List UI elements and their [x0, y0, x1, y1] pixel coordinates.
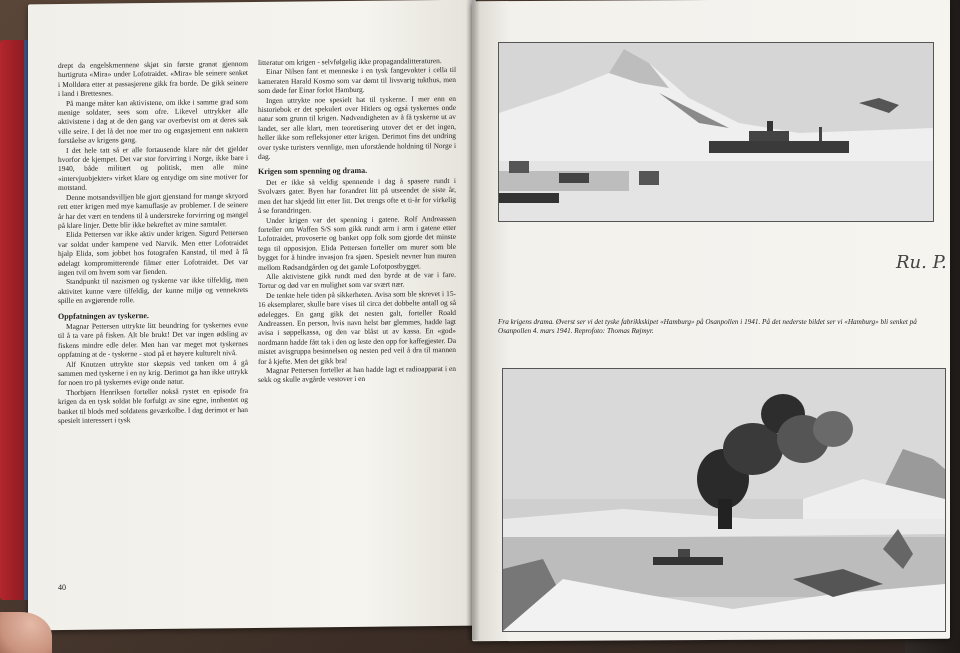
paragraph: På mange måter kan aktivistene, om ikke i samme grad som menige soldater, sees som ofre. Likevel uttrykker alle aktivistene i dag at de den gang var overbevist om at deres sak ville seire. I det lå det noe mer tro og engasjement enn naktern forståelse av krigens gang.	[58, 96, 248, 146]
paragraph: Ingen uttrykte noe spesielt hat til tyskerne. I mer enn en historiebok er det spekulert over Hitlers og ogsá tyskernes onde natur som grunn til krigen. Nødvendigheten av å få tyskerne ut av landet, ser alle klart, men teoretisering utover det er det ingen, heller ikke som refleksjoner etter krigen. Derimot fins det undring over tyske turisters vennlige, men uforstående holdning til Norge i dag.	[258, 93, 456, 162]
text-column-1	[58, 59, 248, 581]
paragraph: Alf Knutzen uttrykte stor skepsis ved tanken om å gå sammen med tyskerne i en ny krig. Derimot ga han ikke uttrykk for noen tro på tyskernes evige onde natur.	[58, 357, 248, 388]
paragraph: Einar Nilsen fant et menneske i en tysk fangevokter i cella til kameraten Harald Kosmo som var dømt til livsvarig tukthus, men som døde før Einar forlot Hamburg.	[258, 65, 456, 96]
book-gutter	[466, 0, 480, 640]
paragraph: Alle aktivistene gikk rundt med den byrde at de var i fare. Tortur og død var en mulighet som var svært nær.	[258, 269, 456, 291]
paragraph: Elida Pettersen var ikke aktiv under krigen. Sigurd Pettersen var soldat under kampene ved Narvik. Men etter Lofotraidet hjalp Elida, som jobbet hos fotografen Kanstad, til med å få ødelagt kompromitterende filmer etter Lofotraidet. Det var ingen tvil om hvem som var fienden.	[58, 228, 248, 277]
paragraph: Magnar Pettersen uttrykte litt beundring for tyskernes evne til å ta vare på fisken. Alt ble brukt! Det var ingen ødsling av fiskens mindre edle deler. Men han var meget mot tyskernes oppfatning at de - tyskerne - stod på et høyere kulturelt nivå.	[58, 319, 248, 360]
section-heading: Oppfatningen av tyskerne.	[58, 310, 149, 321]
section-heading: Krigen som spenning og drama.	[258, 166, 368, 177]
photo-caption: Fra krigens drama. Øverst ser vi det tyske fabrikkskipet «Hamburg» på Osanpollen i 1941. På det nederste bildet ser vi «Hamburg» bli senket på Osanpollen 4. mars 1941. Reprofoto: Thomas Røjmyr.	[498, 318, 917, 335]
page-number: 40	[58, 583, 66, 592]
photo-ship-sinking-drawing	[503, 369, 945, 631]
signature-mark: Ru. P.	[896, 252, 947, 273]
paragraph: drept da engelskmennene skjøt sin første granat gjennom hurtigruta «Mira» under Lofotraidet. «Mira» ble seinere senket i Molldøra etter at passasjerene gikk fra borde. De gikk seinere i land i Brettesnes.	[58, 59, 248, 99]
paragraph: I det hele tatt så er alle fortausende klare når det gjelder hvorfor de kjempet. Det var stor forvirring i Norge, ikke bare i 1940, både militært og politisk, men alle mine «intervjuobjekter» virket klare og entydige om sine motiver for motstand.	[58, 143, 248, 193]
paragraph: Magnar Pettersen forteller at han hadde lagt et radioapparat i en sekk og skulle avgårde vestover i en	[258, 363, 456, 385]
photo-ship-sinking	[502, 368, 946, 632]
paragraph: Standpunkt til nazismen og tyskerne var ikke tilfeldig, men aktivitet kunne være tilfeldig, der kunne miljø og vennekrets spille en avgjørende rolle.	[58, 275, 248, 306]
paragraph: Under krigen var det spenning i gatene. Rolf Andreassen forteller om Waffen S/S som gikk rundt arm i arm i gatene etter Lofotraidet, provoserte og banket opp folk som gjorde det minste tegn til opposisjon. Elida Pettersen forteller om murer som ble bygget for å hindre invasjon fra sjøen. Spesielt nevner hun muren mellom Rødsandgården og det gamle Lofotpostbygget.	[258, 213, 456, 272]
paragraph: Denne motsandsvilljen ble gjort gjenstand for mange skryord rett etter krigen med mye kamuflasje av problemer. I de seinere år har det vært en tendens til å understreke forvirring og mangel på klare linjer. Dette blir ikke bekreftet av mine samtaler.	[58, 190, 248, 230]
paragraph: Thorbjørn Henriksen forteller nokså rystet en episode fra krigen da en tysk soldat ble forfulgt av sine egne, innhentet og banket til blods med soldatens geværkolbe. I dag derimot er han spesielt interessert i tysk	[58, 385, 248, 426]
paragraph: De tenkte hele tiden på sikkerheten. Avisa som ble skrevet i 15-16 eksemplarer, skulle bare vises til circa det dobbelte antall og så ødelegges. En gang gikk det nesten galt, forteller Roald Andreassen. En person, hvis navn helst bør glemmes, hadde lagt avisa i søppelkassa, og den var blåst ut av kassa. En «god» nordmann hadde fått tak i den og leste den opp for kaffegjester. Da mistet avisgruppa besinnelsen og nesten ped veil å dra til mannen for å kjefte. Men det gikk bra!	[258, 288, 456, 366]
photo-ship-in-fjord-drawing	[499, 43, 933, 221]
paragraph: Det er ikke så veldig spennende i dag å spasere rundt i Svolværs gater. Byen har forandret litt på utseendet de siste år, men det har skjedd litt etter litt. Det trengs ofte et ti-år for virkelig å se forandringen.	[258, 175, 456, 216]
paragraph: litteratur om krigen - selvfølgelig ikke propagandalitteraturen.	[258, 56, 442, 68]
text-column-2	[258, 56, 456, 603]
photo-ship-in-fjord	[498, 42, 934, 222]
